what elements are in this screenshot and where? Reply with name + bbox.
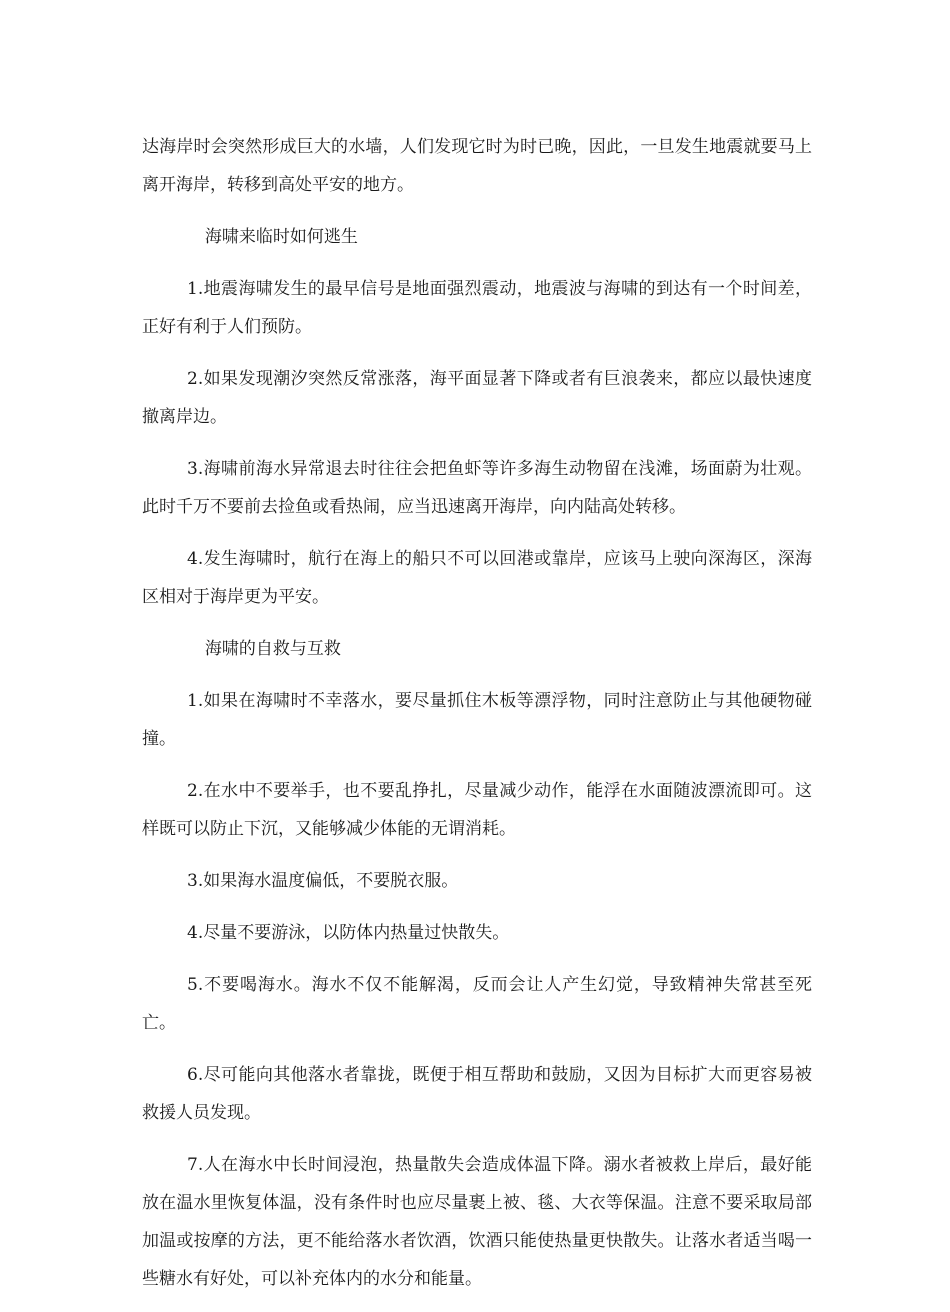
rescue-item-6: 6.尽可能向其他落水者靠拢，既便于相互帮助和鼓励，又因为目标扩大而更容易被救援人员发现。: [142, 1065, 812, 1123]
rescue-item-1: 1.如果在海啸时不幸落水，要尽量抓住木板等漂浮物，同时注意防止与其他硬物碰撞。: [142, 691, 812, 749]
escape-item-1: 1.地震海啸发生的最早信号是地面强烈震动，地震波与海啸的到达有一个时间差，正好有利于人们预防。: [142, 279, 812, 337]
rescue-item-7: 7.人在海水中长时间浸泡，热量散失会造成体温下降。溺水者被救上岸后，最好能放在温水里恢复体温，没有条件时也应尽量裹上被、毯、大衣等保温。注意不要采取局部加温或按摩的方法，更不能给落水者饮酒，饮酒只能使热量更快散失。让落水者适当喝一些糖水有好处，可以补充体内的水分和能量。: [142, 1155, 812, 1289]
section-heading-escape: 海啸来临时如何逃生: [204, 227, 358, 247]
section-heading-rescue: 海啸的自救与互救: [204, 639, 341, 659]
escape-item-4: 4.发生海啸时，航行在海上的船只不可以回港或靠岸，应该马上驶向深海区，深海区相对于海岸更为平安。: [142, 549, 812, 607]
document-body: [142, 128, 812, 1312]
rescue-item-4: 4.尽量不要游泳，以防体内热量过快散失。: [187, 923, 510, 943]
rescue-item-2: 2.在水中不要举手，也不要乱挣扎，尽量减少动作，能浮在水面随波漂流即可。这样既可以防止下沉，又能够减少体能的无谓消耗。: [142, 781, 812, 839]
rescue-item-5: 5.不要喝海水。海水不仅不能解渴，反而会让人产生幻觉，导致精神失常甚至死亡。: [142, 975, 812, 1033]
rescue-item-3: 3.如果海水温度偏低，不要脱衣服。: [187, 871, 459, 891]
escape-item-2: 2.如果发现潮汐突然反常涨落，海平面显著下降或者有巨浪袭来，都应以最快速度撤离岸边。: [142, 369, 812, 427]
escape-item-3: 3.海啸前海水异常退去时往往会把鱼虾等许多海生动物留在浅滩，场面蔚为壮观。此时千万不要前去捡鱼或看热闹，应当迅速离开海岸，向内陆高处转移。: [142, 459, 812, 517]
opening-paragraph: 达海岸时会突然形成巨大的水墙，人们发现它时为时已晚，因此，一旦发生地震就要马上离开海岸，转移到高处平安的地方。: [142, 137, 812, 195]
